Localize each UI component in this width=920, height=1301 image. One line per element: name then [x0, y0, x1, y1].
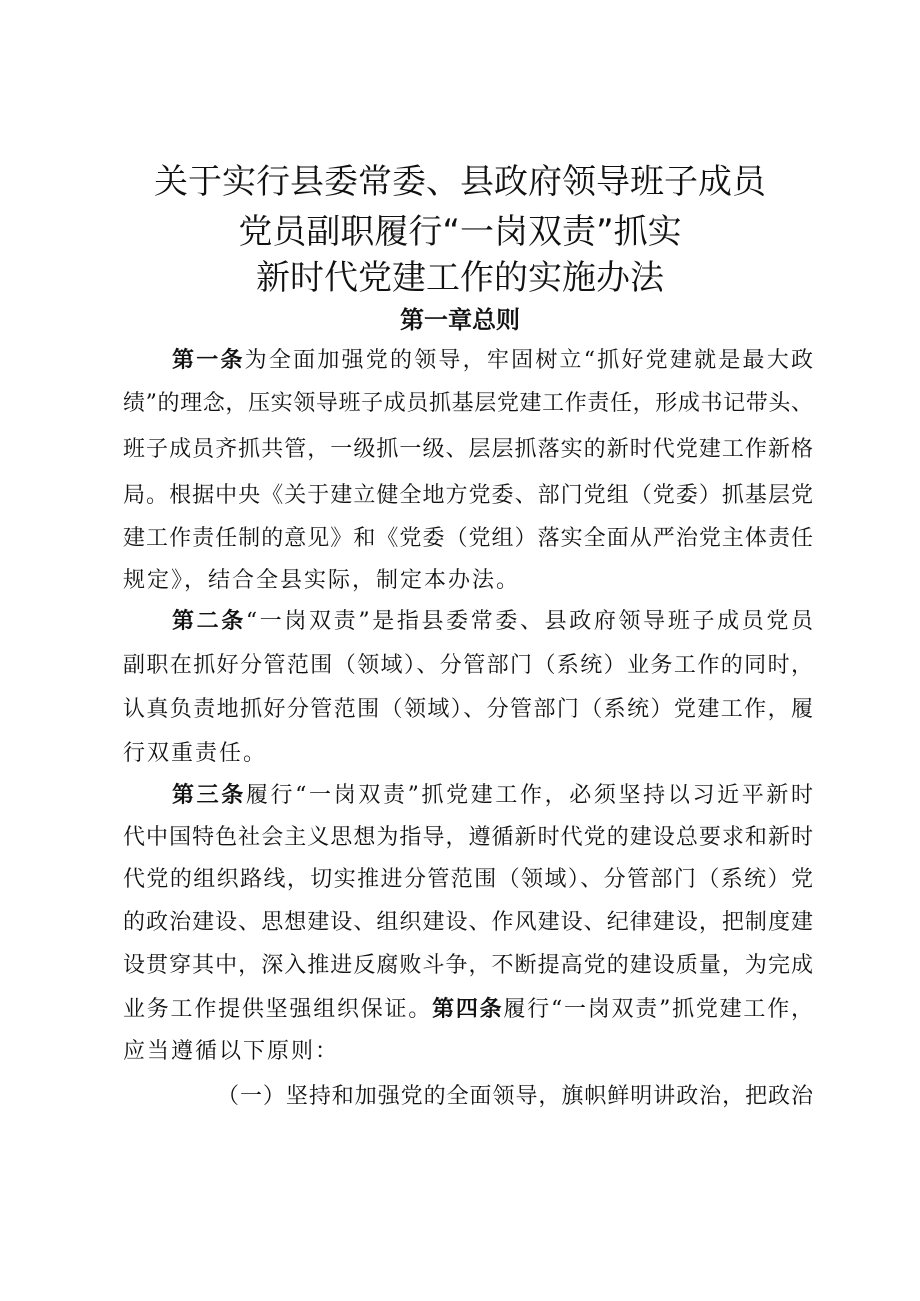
article-3-line-1 — [172, 778, 813, 814]
article-4-line-2: 应当遵循以下原则： — [123, 1039, 340, 1064]
article-3-text-end: 业务工作提供坚强组织保证。 — [123, 997, 433, 1022]
article-2-label: 第二条 — [172, 609, 246, 634]
article-1-line-4: 局。根据中央《关于建立健全地方党委、部门党组（党委）抓基层党 — [123, 483, 813, 508]
article-3-line-3: 代党的组织路线，切实推进分管范围（领域）、分管部门（系统）党 — [123, 867, 813, 892]
article-4-label: 第四条 — [432, 997, 504, 1022]
article-3-line-4: 的政治建设、思想建设、组织建设、作风建设、纪律建设，把制度建 — [123, 910, 813, 935]
article-2-line-4: 行双重责任。 — [123, 741, 268, 766]
document-title-line-3: 新时代党建工作的实施办法 — [256, 258, 664, 298]
article-2-line-3: 认真负责地抓好分管范围（领域）、分管部门（系统）党建工作，履 — [123, 697, 813, 722]
article-1-label: 第一条 — [172, 348, 245, 373]
article-4-text: 履行“一岗双责”抓党建工作， — [503, 997, 813, 1022]
article-2-text: “一岗双责”是指县委常委、县政府领导班子成员党员 — [245, 609, 813, 634]
article-1-line-6: 规定》，结合全县实际，制定本办法。 — [123, 568, 521, 593]
document-title-line-1: 关于实行县委常委、县政府领导班子成员 — [154, 162, 766, 202]
article-1-text: 为全面加强党的领导，牢固树立“抓好党建就是最大政 — [244, 348, 813, 373]
principle-1-line: （一）坚持和加强党的全面领导，旗帜鲜明讲政治，把政治 — [217, 1084, 813, 1109]
article-3-line-5: 设贯穿其中，深入推进反腐败斗争，不断提高党的建设质量，为完成 — [123, 953, 813, 978]
article-1-line-1 — [172, 343, 813, 379]
document-title-line-2: 党员副职履行“一岗双责”抓实 — [238, 212, 682, 252]
article-3-label: 第三条 — [172, 783, 246, 808]
article-1-line-2: 绩”的理念，压实领导班子成员抓基层党建工作责任，形成书记带头、 — [123, 391, 813, 416]
article-1-line-3: 班子成员齐抓共管，一级抓一级、层层抓落实的新时代党建工作新格 — [123, 437, 813, 462]
article-3-article-4-line — [123, 992, 813, 1028]
article-3-line-2: 代中国特色社会主义思想为指导，遵循新时代党的建设总要求和新时 — [123, 825, 813, 850]
article-1-line-5: 建工作责任制的意见》和《党委（党组）落实全面从严治党主体责任 — [123, 526, 813, 551]
article-2-line-1 — [172, 604, 813, 640]
article-2-line-2: 副职在抓好分管范围（领域）、分管部门（系统）业务工作的同时， — [123, 653, 813, 678]
chapter-heading: 第一章总则 — [400, 306, 520, 334]
article-3-text: 履行“一岗双责”抓党建工作，必须坚持以习近平新时 — [245, 783, 813, 808]
